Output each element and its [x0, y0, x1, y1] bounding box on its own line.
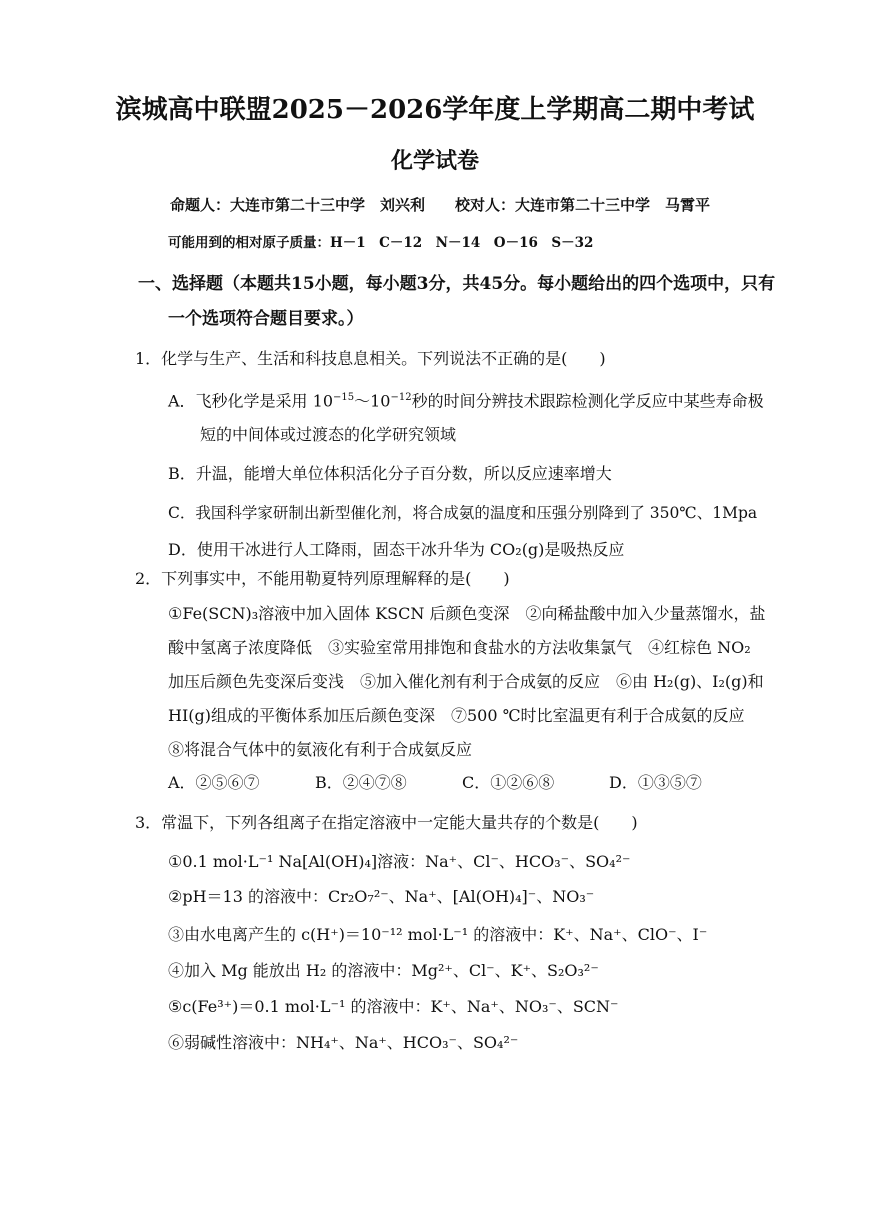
q1-option-c: C．我国科学家研制出新型催化剂，将合成氨的温度和压强分别降到了 350℃、1Mpa — [168, 504, 758, 522]
question-1-stem: 1．化学与生产、生活和科技息息相关。下列说法不正确的是( ) — [135, 349, 606, 368]
q2-facts-line: HI(g)组成的平衡体系加压后颜色变深 ⑦500 ℃时比室温更有利于合成氨的反应 — [168, 706, 745, 725]
q1-option-b: B．升温，能增大单位体积活化分子百分数，所以反应速率增大 — [168, 464, 612, 483]
q2-facts-line: 加压后颜色先变深后变浅 ⑤加入催化剂有利于合成氨的反应 ⑥由 H₂(g)、I₂(g)和 — [168, 672, 764, 691]
question-2-stem: 2．下列事实中，不能用勒夏特列原理解释的是( ) — [135, 569, 510, 588]
q1-a-sup1: −15 — [333, 392, 355, 403]
q1-option-a-cont: 短的中间体或过渡态的化学研究领域 — [200, 425, 457, 444]
q1-a-mid: ～10 — [354, 391, 391, 411]
q2-option-c: C．①②⑥⑧ — [462, 773, 555, 792]
q2-facts-line: ⑧将混合气体中的氨液化有利于合成氨反应 — [168, 740, 473, 759]
q3-item: ③由水电离产生的 c(H⁺)＝10⁻¹² mol·L⁻¹ 的溶液中：K⁺、Na⁺、ClO⁻、I⁻ — [168, 925, 708, 944]
q2-facts-line: 酸中氢离子浓度降低 ③实验室常用排饱和食盐水的方法收集氯气 ④红棕色 NO₂ — [168, 638, 751, 657]
q2-option-a: A．②⑤⑥⑦ — [168, 773, 260, 792]
q1-a-post: 秒的时间分辨技术跟踪检测化学反应中某些寿命极 — [411, 391, 764, 411]
section-heading-cont: 一个选项符合题目要求。） — [168, 309, 364, 329]
q3-item: ⑤c(Fe³⁺)＝0.1 mol·L⁻¹ 的溶液中：K⁺、Na⁺、NO₃⁻、SCN⁻ — [168, 997, 619, 1016]
question-3-stem: 3．常温下，下列各组离子在指定溶液中一定能大量共存的个数是( ) — [135, 813, 638, 832]
atomic-masses: 可能用到的相对原子质量：H－1 C－12 N－14 O－16 S－32 — [168, 235, 594, 251]
q3-item: ④加入 Mg 能放出 H₂ 的溶液中：Mg²⁺、Cl⁻、K⁺、S₂O₃²⁻ — [168, 961, 599, 980]
q2-option-d: D．①③⑤⑦ — [609, 773, 702, 792]
q2-facts-line: ①Fe(SCN)₃溶液中加入固体 KSCN 后颜色变深 ②向稀盐酸中加入少量蒸馏水，盐 — [168, 604, 766, 623]
q3-item: ①0.1 mol·L⁻¹ Na[Al(OH)₄]溶液：Na⁺、Cl⁻、HCO₃⁻、SO₄²⁻ — [168, 852, 631, 871]
exam-title: 滨城高中联盟2025－2026学年度上学期高二期中考试 — [115, 95, 755, 125]
q1-option-d: D．使用干冰进行人工降雨，固态干冰升华为 CO₂(g)是吸热反应 — [168, 540, 625, 559]
subject-title: 化学试卷 — [390, 148, 479, 174]
q1-option-a — [168, 387, 764, 412]
q3-item: ②pH＝13 的溶液中：Cr₂O₇²⁻、Na⁺、[Al(OH)₄]⁻、NO₃⁻ — [168, 887, 595, 906]
q1-a-sup2: −12 — [390, 392, 412, 403]
section-heading: 一、选择题（本题共15小题，每小题3分，共45分。每小题给出的四个选项中，只有 — [138, 274, 776, 294]
q1-a-pre: A．飞秒化学是采用 10 — [168, 391, 334, 411]
q3-item: ⑥弱碱性溶液中：NH₄⁺、Na⁺、HCO₃⁻、SO₄²⁻ — [168, 1033, 519, 1052]
q2-option-b: B．②④⑦⑧ — [315, 773, 407, 792]
authors-line: 命题人：大连市第二十三中学 刘兴利 校对人：大连市第二十三中学 马霄平 — [170, 196, 711, 214]
